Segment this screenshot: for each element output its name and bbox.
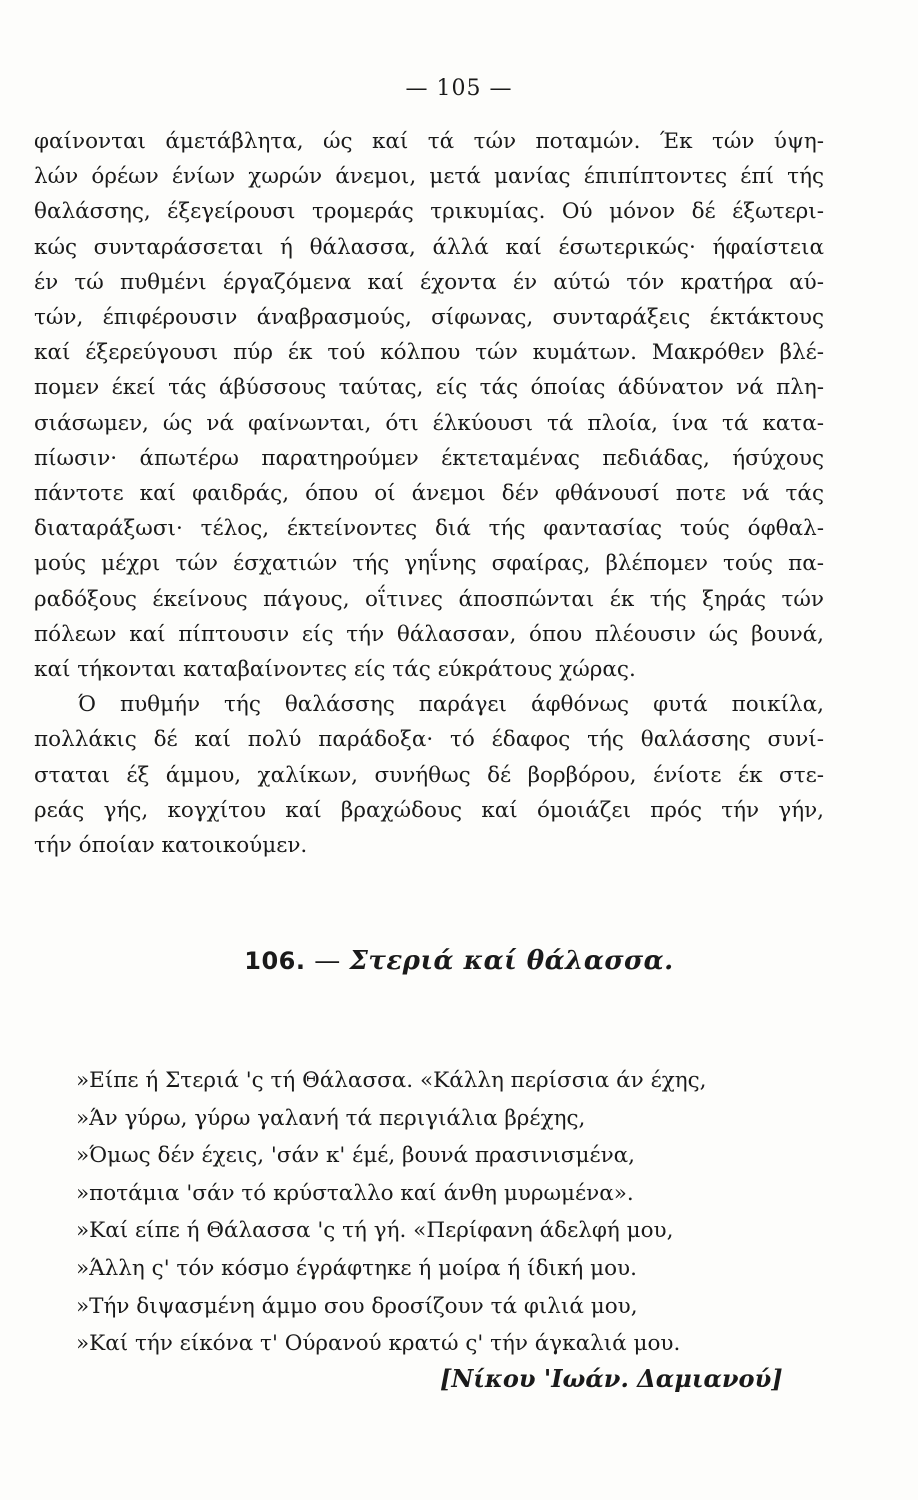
prose-line: ραδόξους έκείνους πάγους, οΐτινες άποσπώνται έκ τής ξηράς τών <box>34 586 824 612</box>
poem-verse: »Καί τήν είκόνα τ' Ούρανού κρατώ ς' τήν άγκαλιά μου. <box>76 1331 681 1357</box>
poem-verse: »Είπε ή Στεριά 'ς τή Θάλασσα. «Κάλλη περίσσια άν έχης, <box>76 1068 707 1093</box>
prose-line: έν τώ πυθμένι έργαζόμενα καί έχοντα έν αύτώ τόν κρατήρα αύ- <box>34 269 824 295</box>
prose-line: ρεάς γής, κογχίτου καί βραχώδους καί όμοιάζει πρός τήν γήν, <box>34 797 824 823</box>
prose-line: λών όρέων ένίων χωρών άνεμοι, μετά μανίας έπιπίπτοντες έπί τής <box>34 164 824 190</box>
prose-line: πάντοτε καί φαιδράς, όπου οί άνεμοι δέν φθάνουσί ποτε νά τάς <box>34 481 824 507</box>
section-heading <box>0 946 918 976</box>
prose-line: καί έξερεύγουσι πύρ έκ τού κόλπου τών κυμάτων. Μακρόθεν βλέ- <box>34 340 824 366</box>
prose-line: κώς συνταράσσεται ή θάλασσα, άλλά καί έσωτερικώς· ήφαίστεια <box>34 234 824 260</box>
poem-verse: »Άλλη ς' τόν κόσμο έγράφτηκε ή μοίρα ή ίδική μου. <box>76 1255 637 1281</box>
prose-line: πίωσιν· άπωτέρω παρατηρούμεν έκτεταμένας πεδιάδας, ήσύχους <box>34 445 824 471</box>
heading-dash: — <box>305 946 350 976</box>
poem-verse: »Τήν διψασμένη άμμο σου δροσίζουν τά φιλιά μου, <box>76 1293 638 1319</box>
page-number: — 105 — <box>405 76 513 101</box>
prose-line: τήν όποίαν κατοικούμεν. <box>34 833 308 859</box>
poem-verse: »Καί είπε ή Θάλασσα 'ς τή γή. «Περίφανη άδελφή μου, <box>76 1218 674 1244</box>
prose-line: σιάσωμεν, ώς νά φαίνωνται, ότι έλκύουσι τά πλοία, ίνα τά κατα- <box>34 410 824 436</box>
prose-line: τών, έπιφέρουσιν άναβρασμούς, σίφωνας, συνταράξεις έκτάκτους <box>34 305 824 331</box>
prose-line: πομεν έκεί τάς άβύσσους ταύτας, είς τάς όποίας άδύνατον νά πλη- <box>34 375 824 401</box>
section-title: Στεριά καί θάλασσα. <box>349 946 674 976</box>
prose-line: καί τήκονται καταβαίνοντες είς τάς εύκράτους χώρας. <box>34 657 636 683</box>
prose-line: σταται έξ άμμου, χαλίκων, συνήθως δέ βορβόρου, ένίοτε έκ στε- <box>34 762 824 788</box>
poem-verse: »Άν γύρω, γύρω γαλανή τά περιγιάλια βρέχης, <box>76 1105 586 1131</box>
poem <box>76 1062 816 1363</box>
prose-line: πόλεων καί πίπτουσιν είς τήν θάλασσαν, όπου πλέουσιν ώς βουνά, <box>34 621 824 647</box>
prose-line: μούς μέχρι τών έσχατιών τής γηΐνης σφαίρας, βλέπομεν τούς πα- <box>34 551 824 577</box>
section-number: 106. <box>244 947 306 975</box>
poem-verse: »Όμως δέν έχεις, 'σάν κ' έμέ, βουνά πρασινισμένα, <box>76 1143 636 1169</box>
prose-section <box>34 124 824 863</box>
prose-line: φαίνονται άμετάβλητα, ώς καί τά τών ποταμών. Έκ τών ύψη- <box>34 129 824 154</box>
prose-line: Ό πυθμήν τής θαλάσσης παράγει άφθόνως φυτά ποικίλα, <box>78 692 824 718</box>
poem-verse: »ποτάμια 'σάν τό κρύσταλλο καί άνθη μυρωμένα». <box>76 1180 634 1206</box>
prose-line: διαταράξωσι· τέλος, έκτείνοντες διά τής φαντασίας τούς όφθαλ- <box>34 516 824 542</box>
author-signature: [Νίκου 'Ιωάν. Δαμιανού] <box>440 1364 783 1393</box>
prose-line: πολλάκις δέ καί πολύ παράδοξα· τό έδαφος τής θαλάσσης συνί- <box>34 727 824 753</box>
prose-line: θαλάσσης, έξεγείρουσι τρομεράς τρικυμίας. Ού μόνον δέ έξωτερι- <box>34 199 824 225</box>
